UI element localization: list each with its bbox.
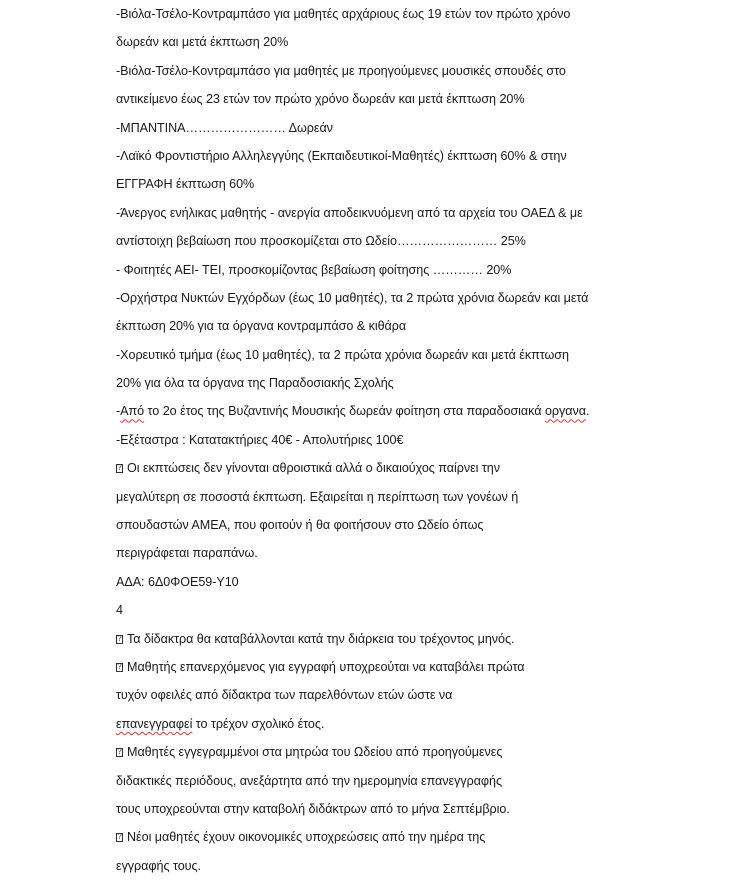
text-line xyxy=(116,714,636,742)
bullet-text: Μαθητές εγγεγραμμένοι στα μητρώα του Ωδείου από προηγούμενες xyxy=(127,745,503,760)
text-line: -Χορευτικό τμήμα (έως 10 μαθητές), τα 2 πρώτα χρόνια δωρεάν και μετά έκπτωση xyxy=(116,347,569,362)
missing-glyph-icon xyxy=(116,635,123,644)
text-line: ΕΓΓΡΑΦΗ έκπτωση 60% xyxy=(116,177,255,192)
text-line: τους υποχρεούνται στην καταβολή διδάκτρων από το μήνα Σεπτέμβριο. xyxy=(116,801,510,816)
ada-code: ΑΔΑ: 6Δ0ΦΟΕ59-Υ10 xyxy=(116,574,239,589)
misspelled-word[interactable]: οργανα xyxy=(544,404,586,419)
bullet-line xyxy=(116,657,636,685)
text-line: δωρεάν και μετά έκπτωση 20% xyxy=(116,35,289,50)
bullet-text: Οι εκπτώσεις δεν γίνονται αθροιστικά αλλά ο δικαιούχος παίρνει την xyxy=(127,461,500,476)
text-fragment: . xyxy=(585,404,590,419)
bullet-line xyxy=(116,827,636,855)
text-line: -Βιόλα-Τσέλο-Κοντραμπάσο για μαθητές με προηγούμενες μουσικές σπουδές στο xyxy=(116,63,566,78)
text-line: σπουδαστών ΑΜΕΑ, που φοιτούν ή θα φοιτήσουν στο Ωδείο όπως xyxy=(116,518,484,533)
text-line: -Άνεργος ενήλικας μαθητής - ανεργία αποδεικνυόμενη από τα αρχεία του ΟΑΕΔ & με xyxy=(116,205,583,220)
missing-glyph-icon xyxy=(116,663,123,672)
document-body xyxy=(116,4,636,884)
text-line: τυχόν οφειλές από δίδακτρα των παρελθόντων ετών ώστε να xyxy=(116,688,453,703)
text-line: -Λαϊκό Φροντιστήριο Αλληλεγγύης (Εκπαιδευτικοί-Μαθητές) έκπτωση 60% & στην xyxy=(116,148,567,163)
text-fragment: το 2ο έτος της Βυζαντινής Μουσικής δωρεάν φοίτηση στα παραδοσιακά xyxy=(144,404,545,419)
text-line: εγγραφής τους. xyxy=(116,858,201,873)
page-number: 4 xyxy=(116,603,123,618)
bullet-line xyxy=(116,458,636,486)
text-line: 20% για όλα τα όργανα της Παραδοσιακής Σχολής xyxy=(116,376,394,391)
text-line xyxy=(116,401,636,429)
bullet-text: Τα δίδακτρα θα καταβάλλονται κατά την διάρκεια του τρέχοντος μηνός. xyxy=(127,631,515,646)
text-line: αντικείμενο έως 23 ετών τον πρώτο χρόνο δωρεάν και μετά έκπτωση 20% xyxy=(116,92,525,107)
text-line: περιγράφεται παραπάνω. xyxy=(116,546,258,561)
text-line: -Βιόλα-Τσέλο-Κοντραμπάσο για μαθητές αρχάριους έως 19 ετών τον πρώτο χρόνο xyxy=(116,7,571,21)
text-line: μεγαλύτερη σε ποσοστά έκπτωση. Εξαιρείται η περίπτωση των γονέων ή xyxy=(116,489,519,504)
text-fragment: - xyxy=(116,404,121,419)
text-line: -Ορχήστρα Νυκτών Εγχόρδων (έως 10 μαθητές), τα 2 πρώτα χρόνια δωρεάν και μετά xyxy=(116,290,589,305)
text-line: διδακτικές περιόδους, ανεξάρτητα από την ημερομηνία επανεγγραφής xyxy=(116,773,503,788)
misspelled-word[interactable]: Από xyxy=(120,404,145,419)
bullet-line xyxy=(116,629,636,657)
text-line: -ΜΠΑΝΤΙΝΑ…………………… Δωρεάν xyxy=(116,120,333,135)
text-line: - Φοιτητές ΑΕΙ- ΤΕΙ, προσκομίζοντας βεβαίωση φοίτησης ………… 20% xyxy=(116,262,512,277)
missing-glyph-icon xyxy=(116,748,123,757)
missing-glyph-icon xyxy=(116,833,123,842)
text-line: έκπτωση 20% για τα όργανα κοντραμπάσο & κιθάρα xyxy=(116,319,407,334)
bullet-line xyxy=(116,742,636,770)
text-fragment: το τρέχον σχολικό έτος. xyxy=(192,716,325,731)
text-line: αντίστοιχη βεβαίωση που προσκομίζεται στο Ωδείο…………………… 25% xyxy=(116,234,526,249)
bullet-text: Νέοι μαθητές έχουν οικονομικές υποχρεώσεις από την ημέρα της xyxy=(127,830,486,845)
misspelled-word[interactable]: επανεγγραφεί xyxy=(116,716,193,731)
bullet-text: Μαθητής επανερχόμενος για εγγραφή υποχρεούται να καταβάλει πρώτα xyxy=(127,659,525,674)
text-line: -Εξέταστρα : Κατατακτήριες 40€ - Απολυτήριες 100€ xyxy=(116,432,404,447)
missing-glyph-icon xyxy=(116,464,123,473)
